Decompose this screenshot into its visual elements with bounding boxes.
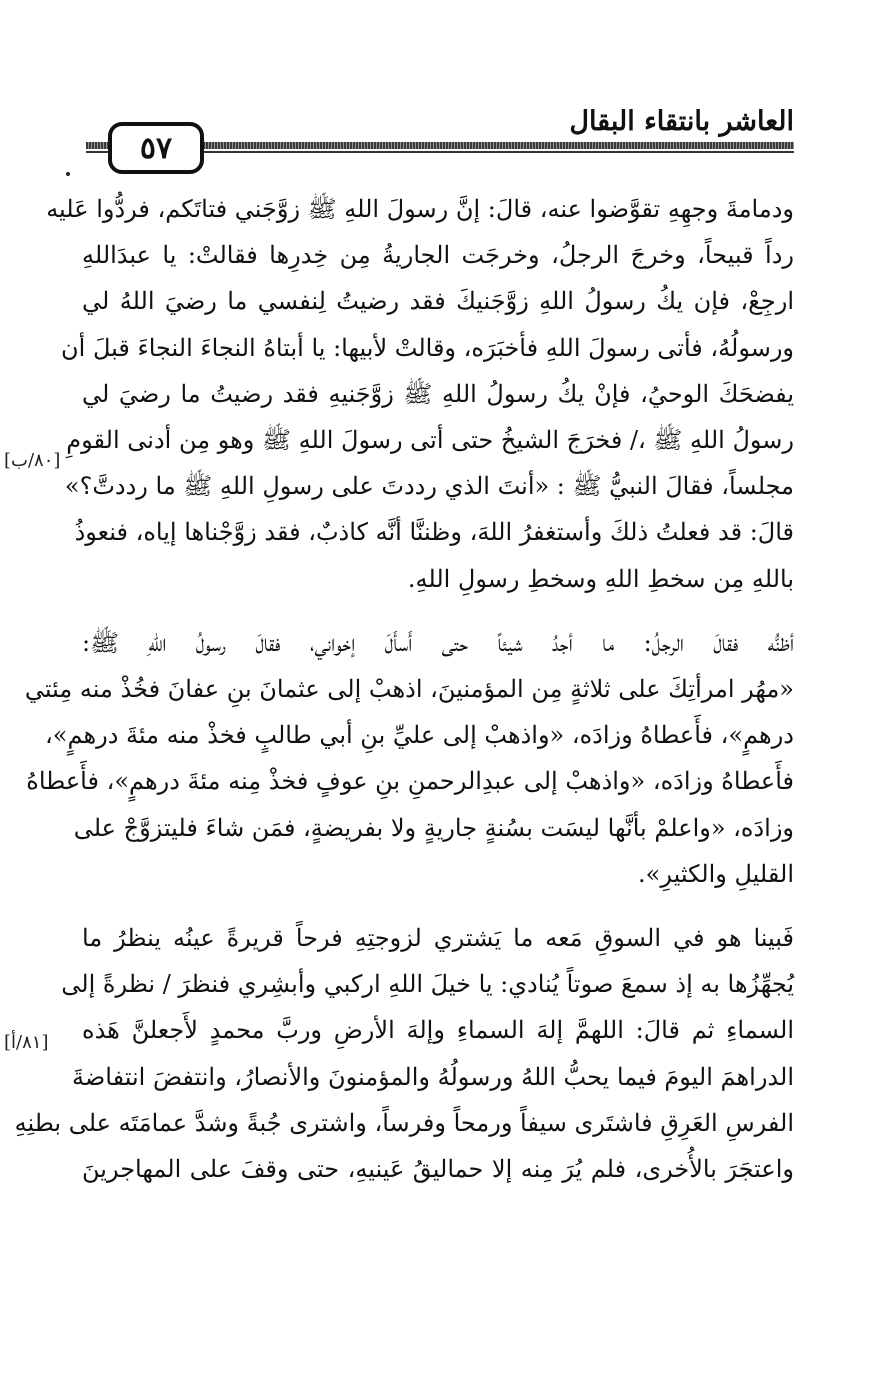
text-line: قالَ: قد فعلتُ ذلكَ وأستغفرُ اللهَ، وظننَّا أنَّه كاذبٌ، فقد زوَّجْناها إياه، فنعوذُ (74, 518, 794, 547)
text-line: الدراهمَ اليومَ فيما يحبُّ اللهُ ورسولُهُ والمؤمنونَ والأنصارُ، وانتفضَ انتفاضةَ (72, 1062, 794, 1091)
text-line: يفضحَكَ الوحيُ، فإنْ يكُ رسولُ اللهِ ﷺ زوَّجَنيهِ فقد رضيتُ ما رضيَ لي (82, 379, 794, 408)
text-line: ورسولُهُ، فأتى رسولَ اللهِ فأخبَرَه، وقالتْ لأبيها: يا أبتاهُ النجاءَ النجاءَ قبلَ أن (61, 333, 794, 362)
text-line: رداً قبيحاً، وخرجَ الرجلُ، وخرجَت الجاريةُ مِن خِدرِها فقالتْ: يا عبدَاللهِ (82, 241, 795, 270)
running-title: العاشر بانتقاء البقال (569, 106, 794, 137)
text-line: أظنُّه فقالَ الرجلُ: ما أجدُ شيئاً حتى أَسأَلَ إخواني، فقالَ رسولُ اللهِ ﷺ: (82, 628, 794, 657)
page-number: ٥٧ (108, 122, 204, 174)
dot-mark (66, 172, 70, 176)
text-line: القليلِ والكثيرِ». (638, 859, 794, 888)
text-line: السماءِ ثم قالَ: اللهمَّ إلهَ السماءِ وإلهَ الأرضِ وربَّ محمدٍ لأَجعلنَّ هَذه (82, 1016, 794, 1045)
text-line: واعتجَرَ بالأُخرى، فلم يُرَ مِنه إلا حماليقُ عَينيهِ، حتى وقفَ على المهاجرينَ (82, 1155, 794, 1184)
text-line: مجلساً، فقالَ النبيُّ ﷺ : «أنتَ الذي رددتَ على رسولِ اللهِ ﷺ ما رددتَّ؟» (64, 472, 794, 501)
text-line: باللهِ مِن سخطِ اللهِ وسخطِ رسولِ اللهِ. (407, 564, 794, 593)
text-line: درهمٍ»، فأَعطاهُ وزادَه، «واذهبْ إلى عليِّ بنِ أبي طالبٍ فخذْ منه مئةَ درهمٍ»، (45, 721, 794, 750)
text-line: الفرسِ العَرِقِ فاشتَرى سيفاً ورمحاً وفرساً، واشترى جُبةً وشدَّ عمامَتَه على بطنِهِ (14, 1108, 794, 1137)
text-line: ودمامةَ وجهِهِ تقوَّضوا عنه، قالَ: إنَّ رسولَ اللهِ ﷺ زوَّجَني فتاتَكم، فردُّوا عَليه (46, 195, 794, 223)
text-line: رسولُ اللهِ ﷺ ،/ فخرَجَ الشيخُ حتى أتى رسولَ اللهِ ﷺ وهو مِن أدنى القومِ (66, 426, 794, 455)
text-line: وزادَه، «واعلمْ بأنَّها ليسَت بسُنةٍ جاريةٍ ولا بفريضةٍ، فمَن شاءَ فليتزوَّجْ على (73, 813, 794, 842)
text-line: «مهُر امرأتِكَ على ثلاثةٍ مِن المؤمنينَ، اذهبْ إلى عثمانَ بنِ عفانَ فخُذْ منه مِئتي (24, 675, 794, 704)
paragraph-2 (24, 620, 794, 897)
text-line: ارجِعْ، فإن يكُ رسولُ اللهِ زوَّجَنيكَ فقد رضيتُ لِنفسي ما رضيَ اللهُ لي (82, 287, 794, 316)
margin-note-folio: [٨١/أ] (4, 1032, 49, 1053)
text-line: يُجهِّزُها به إذ سمعَ صوتاً يُنادي: يا خيلَ اللهِ اركبي وأبشِري فنظرَ / نظرةً إلى (61, 970, 794, 999)
text-line: فأَعطاهُ وزادَه، «واذهبْ إلى عبدِالرحمنِ بنِ عوفٍ فخذْ مِنه مئةَ درهمٍ»، فأَعطاهُ (26, 767, 794, 796)
margin-note-folio: [٨٠/ب] (4, 450, 61, 471)
page-header (86, 98, 794, 180)
paragraph-1 (46, 186, 795, 602)
text-line: فَبينا هو في السوقِ مَعه ما يَشتري لزوجتِهِ فرحاً قريرةً عينُه ينظرُ ما (82, 924, 794, 953)
